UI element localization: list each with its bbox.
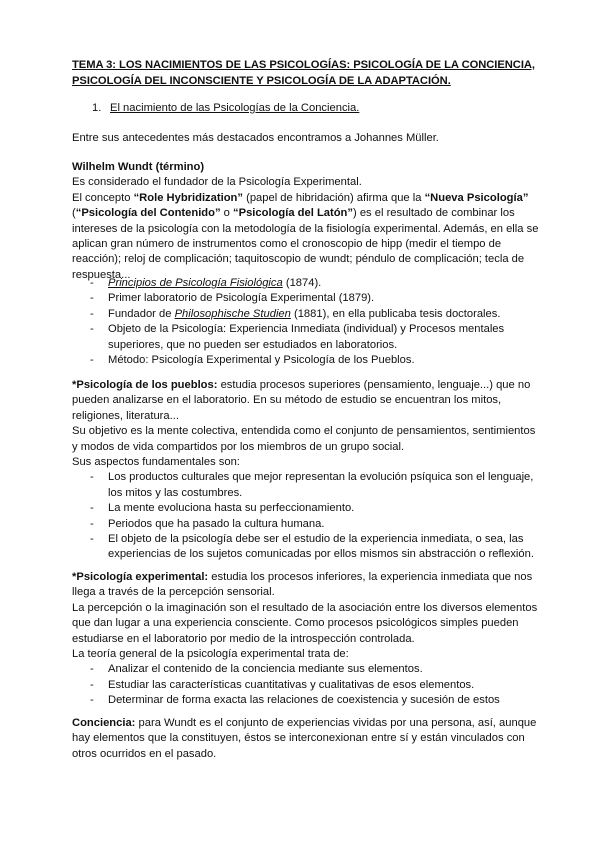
pueblos-list xyxy=(72,470,542,562)
wundt-line1: Es considerado el fundador de la Psicología Experimental. xyxy=(72,176,362,189)
section-heading-1 xyxy=(92,101,562,116)
list-item: - Fundador de Philosophische Studien (1881), en ella publicaba tesis doctorales. xyxy=(72,307,542,322)
list-item: - Determinar de forma exacta las relaciones de coexistencia y sucesión de estos xyxy=(72,693,542,708)
list-item: - Primer laboratorio de Psicología Experimental (1879). xyxy=(72,291,542,306)
experimental-list xyxy=(72,662,542,708)
intro-paragraph: Entre sus antecedentes más destacados encontramos a Johannes Müller. xyxy=(72,132,439,144)
experimental-heading: *Psicología experimental: xyxy=(72,571,209,583)
wundt-heading: Wilhelm Wundt (término) xyxy=(72,161,205,173)
wundt-section xyxy=(72,160,542,283)
list-item: - Los productos culturales que mejor representan la evolución psíquica son el lenguaje, los mitos y las costumbres. xyxy=(72,470,542,501)
list-item: - La mente evoluciona hasta su perfeccionamiento. xyxy=(72,501,542,516)
conciencia-paragraph: Conciencia: para Wundt es el conjunto de experiencias vividas por una persona, así, aunque hay elementos que la constituyen, éstos se interconexionan entre sí y están vinculados con otros ocurridos en el pasado. xyxy=(72,717,537,760)
experimental-section xyxy=(72,570,542,709)
conciencia-heading: Conciencia: xyxy=(72,717,136,729)
list-item: - Método: Psicología Experimental y Psicología de los Pueblos. xyxy=(72,353,542,368)
wundt-works-list xyxy=(72,276,542,368)
list-item: - Objeto de la Psicología: Experiencia Inmediata (individual) y Procesos mentales superiores, que no pueden ser estudiados en laboratorios. xyxy=(72,322,542,353)
list-item: - El objeto de la psicología debe ser el estudio de la experiencia inmediata, o sea, las experiencias de los sujetos comunicadas por ellos mismos sin abstracción o reflexión. xyxy=(72,532,542,563)
list-item: - Analizar el contenido de la conciencia mediante sus elementos. xyxy=(72,662,542,677)
experimental-paragraph-2: La percepción o la imaginación son el resultado de la asociación entre los diversos elementos que dan lugar a una experiencia consciente. Como procesos psicológicos simples pueden estudiarse en el laboratorio por medio de la introspección controlada. xyxy=(72,601,538,645)
pueblos-section xyxy=(72,378,542,563)
pueblos-paragraph-2: Su objetivo es la mente colectiva, entendida como el conjunto de pensamientos, sentimientos y modos de vida compartidos por los miembros de un grupo social. xyxy=(72,425,536,453)
list-item: - Periodos que ha pasado la cultura humana. xyxy=(72,517,542,532)
book-title: Principios de Psicología Fisiológica xyxy=(108,277,283,289)
section-number: 1. xyxy=(92,102,102,114)
page-title: TEMA 3: LOS NACIMIENTOS DE LAS PSICOLOGÍAS: PSICOLOGÍA DE LA CONCIENCIA, PSICOLOGÍA DEL INCONSCIENTE Y PSICOLOGÍA DE LA ADAPTACIÓN. xyxy=(72,59,535,87)
list-item: - Estudiar las características cuantitativas y cualitativas de esos elementos. xyxy=(72,678,542,693)
pueblos-paragraph-3: Sus aspectos fundamentales son: xyxy=(72,456,240,469)
experimental-paragraph-3: La teoría general de la psicología experimental trata de: xyxy=(72,648,349,661)
wundt-paragraph: El concepto “Role Hybridization” (papel de hibridación) afirma que la “Nueva Psicología” (“Psicología del Contenido” o “Psicología del Latón”) es el resultado de combinar los intereses de la psicología con la metodología de la fisiología experimental. Además, en ella se aplican gran número de instrumentos como el cronoscopio de hipp (medir el tiempo de reacción); reloj de complicación; taquitoscopio de wundt; péndulo de complicación; tecla de respuesta... xyxy=(72,191,539,281)
experimental-paragraph: *Psicología experimental: estudia los procesos inferiores, la experiencia inmediata que nos llega a través de la percepción sensorial. xyxy=(72,571,533,599)
section-title: El nacimiento de las Psicologías de la Conciencia. xyxy=(110,102,360,114)
journal-title: Philosophische Studien xyxy=(174,307,291,320)
pueblos-paragraph: *Psicología de los pueblos: estudia procesos superiores (pensamiento, lenguaje...) que no pueden analizarse en el laboratorio. En su método de estudio se encuentran los mitos, religiones, literatura... xyxy=(72,379,531,422)
list-item: - Principios de Psicología Fisiológica (1874). xyxy=(72,276,542,291)
pueblos-heading: *Psicología de los pueblos: xyxy=(72,379,218,391)
